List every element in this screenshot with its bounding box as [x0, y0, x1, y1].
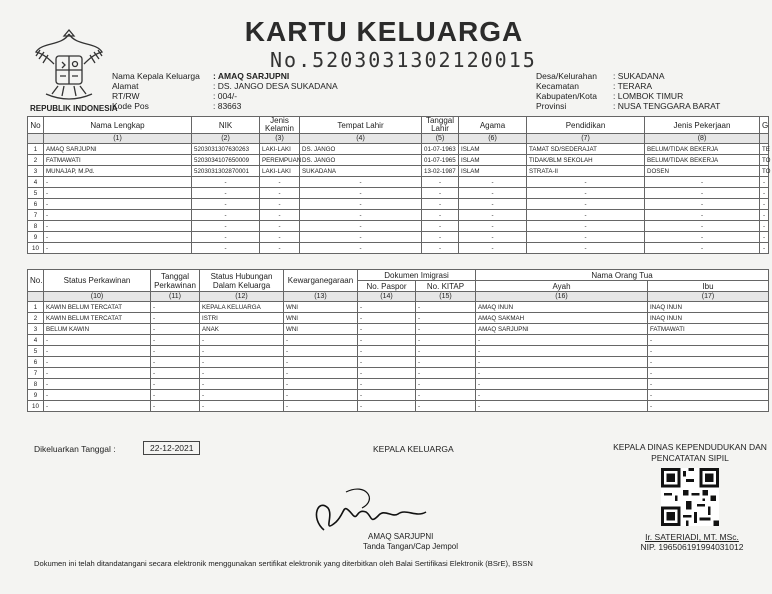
t1-colnum-5: (5) [422, 134, 459, 144]
table-cell: - [192, 188, 260, 199]
table-cell: - [44, 177, 192, 188]
label-rtrw: RT/RW [112, 91, 140, 101]
table-cell: - [476, 401, 648, 412]
table-cell: ISLAM [459, 144, 527, 155]
table-cell: DS. JANGO [300, 144, 422, 155]
table-cell: - [476, 346, 648, 357]
value-kabupaten: : LOMBOK TIMUR [613, 91, 684, 101]
table-cell: BELUM/TIDAK BEKERJA [645, 144, 760, 155]
table-row [28, 368, 769, 379]
table-cell: - [200, 357, 284, 368]
table-cell: - [151, 368, 200, 379]
t1-colnum-4: (4) [300, 134, 422, 144]
table-cell: - [200, 368, 284, 379]
value-kodepos: : 83663 [213, 101, 242, 111]
table-cell: 8 [28, 221, 44, 232]
table-cell: 7 [28, 368, 44, 379]
table-cell: - [44, 188, 192, 199]
dinas-name: Ir. SATERIADI, MT. MSc. [645, 532, 739, 542]
table-cell: ANAK [200, 324, 284, 335]
table-cell: TE [760, 144, 769, 155]
table-cell: - [645, 210, 760, 221]
t2-header-kitap: No. KITAP [416, 281, 476, 292]
table-cell: - [416, 401, 476, 412]
table-cell: - [200, 346, 284, 357]
table-cell: 10 [28, 243, 44, 254]
table-cell: 3 [28, 166, 44, 177]
table-cell: - [527, 221, 645, 232]
table-cell: - [260, 188, 300, 199]
info-right-labels [536, 71, 597, 111]
label-kecamatan: Kecamatan [536, 81, 579, 91]
table-cell: 5203034107650009 [192, 155, 260, 166]
table-cell: 5 [28, 346, 44, 357]
kepala-sign-label: Tanda Tangan/Cap Jempol [363, 542, 459, 551]
table-cell: - [527, 243, 645, 254]
table-cell: - [648, 357, 769, 368]
t1-header-6: Agama [459, 117, 527, 134]
table-row [28, 155, 769, 166]
t1-header-1: Nama Lengkap [44, 117, 192, 134]
table-cell: - [260, 177, 300, 188]
table-cell: - [44, 210, 192, 221]
family-status-table [27, 269, 769, 412]
table-cell: 9 [28, 232, 44, 243]
table-cell: MUNAJAP, M.Pd. [44, 166, 192, 177]
table-cell: - [416, 390, 476, 401]
table-cell: - [459, 221, 527, 232]
table-cell: WNI [284, 324, 358, 335]
table-cell: - [476, 390, 648, 401]
table-cell: DOSEN [645, 166, 760, 177]
table-cell: - [416, 324, 476, 335]
t2-header-ayah: Ayah [476, 281, 648, 292]
table-row [28, 221, 769, 232]
table-cell: - [416, 379, 476, 390]
table-cell: - [648, 335, 769, 346]
table-cell: - [422, 210, 459, 221]
table-cell: - [648, 346, 769, 357]
table-cell: - [44, 368, 151, 379]
table-cell: - [422, 177, 459, 188]
table-cell: - [260, 232, 300, 243]
table-cell: - [422, 232, 459, 243]
t2-header-hubungan: Status Hubungan Dalam Keluarga [200, 270, 284, 292]
country-label: REPUBLIK INDONESIA [30, 104, 118, 113]
t2-colnum-6: (15) [416, 292, 476, 302]
table-cell: SUKADANA [300, 166, 422, 177]
document-title: KARTU KELUARGA [244, 16, 524, 47]
t1-colnum-0 [28, 134, 44, 144]
table-cell: - [192, 210, 260, 221]
table-cell: - [527, 177, 645, 188]
document-number: No.5203031302120015 [270, 48, 537, 72]
table-row [28, 390, 769, 401]
table-cell: - [300, 243, 422, 254]
table-cell: - [416, 357, 476, 368]
table-cell: - [44, 335, 151, 346]
table-cell: 1 [28, 144, 44, 155]
t1-header-7: Pendidikan [527, 117, 645, 134]
table-cell: - [151, 302, 200, 313]
label-kepala-keluarga: Nama Kepala Keluarga [112, 71, 200, 81]
kepala-name: AMAQ SARJUPNI [368, 532, 434, 541]
table-cell: - [260, 243, 300, 254]
table-cell: - [358, 313, 416, 324]
table-cell: AMAQ SAKMAH [476, 313, 648, 324]
table-row [28, 313, 769, 324]
table-cell: 01-07-1963 [422, 144, 459, 155]
table-cell: BELUM/TIDAK BEKERJA [645, 155, 760, 166]
table-cell: - [44, 232, 192, 243]
table-cell: TIDAK/BLM SEKOLAH [527, 155, 645, 166]
table-cell: - [284, 401, 358, 412]
table-cell: - [284, 379, 358, 390]
table-cell: 5203031307630263 [192, 144, 260, 155]
table-cell: - [358, 302, 416, 313]
table-cell: - [260, 210, 300, 221]
table-cell: 9 [28, 390, 44, 401]
table-cell: - [422, 199, 459, 210]
table-cell: - [358, 379, 416, 390]
table-cell: - [527, 210, 645, 221]
table-cell: - [459, 243, 527, 254]
table-cell: - [151, 313, 200, 324]
table-cell: - [358, 401, 416, 412]
table-cell: - [284, 357, 358, 368]
table-cell: - [284, 346, 358, 357]
table-cell: INAQ INUN [648, 313, 769, 324]
table-row [28, 401, 769, 412]
table-cell: - [151, 357, 200, 368]
table-cell: - [192, 221, 260, 232]
table-cell: 4 [28, 335, 44, 346]
table-cell: - [200, 379, 284, 390]
table-cell: - [645, 199, 760, 210]
table-cell: ISLAM [459, 166, 527, 177]
table-cell: - [358, 335, 416, 346]
qr-code-icon [656, 468, 724, 526]
table-cell: - [44, 346, 151, 357]
table-row [28, 302, 769, 313]
table-cell: - [416, 368, 476, 379]
table-cell: - [192, 232, 260, 243]
table-row [28, 379, 769, 390]
table-cell: KAWIN BELUM TERCATAT [44, 313, 151, 324]
table-cell: - [192, 177, 260, 188]
table-cell: - [151, 324, 200, 335]
table-cell: - [300, 177, 422, 188]
table-cell: - [476, 335, 648, 346]
table-cell: - [358, 324, 416, 335]
table-cell: - [358, 368, 416, 379]
table-cell: - [760, 221, 769, 232]
table-cell: - [260, 199, 300, 210]
table-cell: TO [760, 166, 769, 177]
table-row [28, 243, 769, 254]
t2-colnum-5: (14) [358, 292, 416, 302]
table-cell: ISLAM [459, 155, 527, 166]
table-cell: - [416, 346, 476, 357]
table-row [28, 166, 769, 177]
table-cell: - [760, 232, 769, 243]
table-cell: ISTRI [200, 313, 284, 324]
garuda-emblem-icon [32, 24, 106, 106]
table-cell: - [44, 390, 151, 401]
t2-colnum-7: (16) [476, 292, 648, 302]
table-cell: FATMAWATI [44, 155, 192, 166]
table-cell: - [648, 368, 769, 379]
table-cell: 2 [28, 155, 44, 166]
table-cell: - [645, 177, 760, 188]
table-row [28, 188, 769, 199]
table-cell: - [476, 357, 648, 368]
table-cell: - [200, 390, 284, 401]
table-cell: - [300, 188, 422, 199]
table-cell: AMAQ INUN [476, 302, 648, 313]
t1-colnum-3: (3) [260, 134, 300, 144]
table-cell: - [760, 243, 769, 254]
table-cell: 1 [28, 302, 44, 313]
value-provinsi: : NUSA TENGGARA BARAT [613, 101, 721, 111]
table-cell: - [760, 188, 769, 199]
table-cell: 4 [28, 177, 44, 188]
t1-colnum-1: (1) [44, 134, 192, 144]
table-cell: - [645, 221, 760, 232]
table-row [28, 177, 769, 188]
t2-header-warga: Kewarganegaraan [284, 270, 358, 292]
table-cell: WNI [284, 313, 358, 324]
table-cell: KAWIN BELUM TERCATAT [44, 302, 151, 313]
table-cell: - [416, 313, 476, 324]
table-cell: LAKI-LAKI [260, 166, 300, 177]
table-cell: - [476, 379, 648, 390]
table-cell: - [151, 335, 200, 346]
t2-colnum-8: (17) [648, 292, 769, 302]
table-cell: 5203031302870001 [192, 166, 260, 177]
table-cell: - [44, 199, 192, 210]
table-cell: - [192, 243, 260, 254]
table-cell: INAQ INUN [648, 302, 769, 313]
label-kabupaten: Kabupaten/Kota [536, 91, 597, 101]
table-cell: 7 [28, 210, 44, 221]
table-cell: TO [760, 155, 769, 166]
table-cell: - [300, 221, 422, 232]
table-cell: AMAQ SARJUPNI [476, 324, 648, 335]
table-row [28, 357, 769, 368]
table-cell: - [358, 357, 416, 368]
t1-header-2: NIK [192, 117, 260, 134]
t2-colnum-3: (12) [200, 292, 284, 302]
t2-colnum-4: (13) [284, 292, 358, 302]
table-row [28, 144, 769, 155]
table-cell: - [459, 177, 527, 188]
table-cell: - [300, 232, 422, 243]
table-cell: - [760, 210, 769, 221]
table-cell: - [527, 199, 645, 210]
value-alamat: : DS. JANGO DESA SUKADANA [213, 81, 338, 91]
table-cell: LAKI-LAKI [260, 144, 300, 155]
t1-header-8: Jenis Pekerjaan [645, 117, 760, 134]
table-row [28, 199, 769, 210]
table-cell: - [422, 221, 459, 232]
table-cell: - [459, 199, 527, 210]
table-cell: 2 [28, 313, 44, 324]
table-cell: - [300, 199, 422, 210]
dinas-nip: NIP. 196506191994031012 [640, 542, 744, 552]
signature-icon [306, 478, 446, 540]
label-provinsi: Provinsi [536, 101, 567, 111]
table-cell: - [416, 335, 476, 346]
table-cell: - [44, 401, 151, 412]
info-left-values [213, 71, 338, 111]
table-cell: AMAQ SARJUPNI [44, 144, 192, 155]
t2-header-dokumen: Dokumen Imigrasi [358, 270, 476, 281]
issued-date: 22-12-2021 [143, 441, 200, 455]
label-alamat: Alamat [112, 81, 139, 91]
t2-colnum-0 [28, 292, 44, 302]
table-cell: - [44, 357, 151, 368]
t1-colnum-9 [760, 134, 769, 144]
value-kepala-keluarga: : AMAQ SARJUPNI [213, 71, 290, 81]
table-cell: - [44, 221, 192, 232]
t1-colnum-8: (8) [645, 134, 760, 144]
t2-header-no: No. [28, 270, 44, 292]
table-cell: - [300, 210, 422, 221]
table-cell: - [416, 302, 476, 313]
table-cell: - [284, 368, 358, 379]
table-cell: - [151, 390, 200, 401]
table-cell: 3 [28, 324, 44, 335]
table-cell: - [648, 379, 769, 390]
table-cell: - [527, 232, 645, 243]
table-cell: - [645, 188, 760, 199]
family-members-table [27, 116, 769, 254]
t2-colnum-2: (11) [151, 292, 200, 302]
table-cell: - [284, 390, 358, 401]
table-cell: - [459, 210, 527, 221]
t1-colnum-6: (6) [459, 134, 527, 144]
t1-header-5: Tanggal Lahir [422, 117, 459, 134]
table-cell: - [358, 346, 416, 357]
t1-header-0: No [28, 117, 44, 134]
table-cell: 6 [28, 199, 44, 210]
table-cell: 01-07-1965 [422, 155, 459, 166]
table-cell: 8 [28, 379, 44, 390]
table-cell: TAMAT SD/SEDERAJAT [527, 144, 645, 155]
table-cell: - [645, 243, 760, 254]
t2-header-status: Status Perkawinan [44, 270, 151, 292]
table-cell: - [648, 390, 769, 401]
table-cell: - [358, 390, 416, 401]
table-cell: - [645, 232, 760, 243]
table-cell: STRATA-II [527, 166, 645, 177]
table-cell: - [44, 379, 151, 390]
table-row [28, 335, 769, 346]
table-row [28, 324, 769, 335]
table-row [28, 210, 769, 221]
table-cell: - [200, 335, 284, 346]
electronic-signature-note: Dokumen ini telah ditandatangani secara elektronik menggunakan sertifikat elektronik yang diterbitkan oleh Balai Sertifikasi Elektronik (BSrE), BSSN [34, 559, 533, 568]
table-cell: - [151, 379, 200, 390]
t2-header-orangtua: Nama Orang Tua [476, 270, 769, 281]
t2-header-tanggal: Tanggal Perkawinan [151, 270, 200, 292]
info-left-labels [112, 71, 200, 111]
table-cell: BELUM KAWIN [44, 324, 151, 335]
table-cell: KEPALA KELUARGA [200, 302, 284, 313]
value-desa: : SUKADANA [613, 71, 665, 81]
table-cell: - [192, 199, 260, 210]
table-cell: DS. JANGO [300, 155, 422, 166]
table-cell: - [760, 199, 769, 210]
t2-header-paspor: No. Paspor [358, 281, 416, 292]
table-cell: - [422, 188, 459, 199]
table-cell: - [260, 221, 300, 232]
table-cell: - [200, 401, 284, 412]
table-row [28, 232, 769, 243]
table-cell: 13-02-1987 [422, 166, 459, 177]
table-cell: - [459, 232, 527, 243]
table-cell: - [648, 401, 769, 412]
table-cell: WNI [284, 302, 358, 313]
table-cell: 5 [28, 188, 44, 199]
table-cell: - [422, 243, 459, 254]
t1-colnum-7: (7) [527, 134, 645, 144]
table-cell: - [44, 243, 192, 254]
table-cell: - [760, 177, 769, 188]
value-rtrw: : 004/- [213, 91, 238, 101]
t1-colnum-2: (2) [192, 134, 260, 144]
table-cell: 10 [28, 401, 44, 412]
issued-label: Dikeluarkan Tanggal : [34, 444, 116, 454]
table-cell: - [151, 346, 200, 357]
t1-header-9: G [760, 117, 769, 134]
t2-header-ibu: Ibu [648, 281, 769, 292]
table-cell: - [284, 335, 358, 346]
dinas-label: KEPALA DINAS KEPENDUDUKAN DAN PENCATATAN SIPIL [613, 442, 767, 463]
label-kodepos: Kode Pos [112, 101, 149, 111]
label-desa: Desa/Kelurahan [536, 71, 597, 81]
table-cell: - [527, 188, 645, 199]
table-cell: FATMAWATI [648, 324, 769, 335]
table-cell: - [151, 401, 200, 412]
kepala-keluarga-label: KEPALA KELUARGA [373, 444, 454, 454]
table-row [28, 346, 769, 357]
t1-header-3: Jenis Kelamin [260, 117, 300, 134]
table-cell: - [459, 188, 527, 199]
t1-header-4: Tempat Lahir [300, 117, 422, 134]
table-cell: 6 [28, 357, 44, 368]
info-right-values [613, 71, 720, 111]
t2-colnum-1: (10) [44, 292, 151, 302]
table-cell: PEREMPUAN [260, 155, 300, 166]
value-kecamatan: : TERARA [613, 81, 653, 91]
table-cell: - [476, 368, 648, 379]
